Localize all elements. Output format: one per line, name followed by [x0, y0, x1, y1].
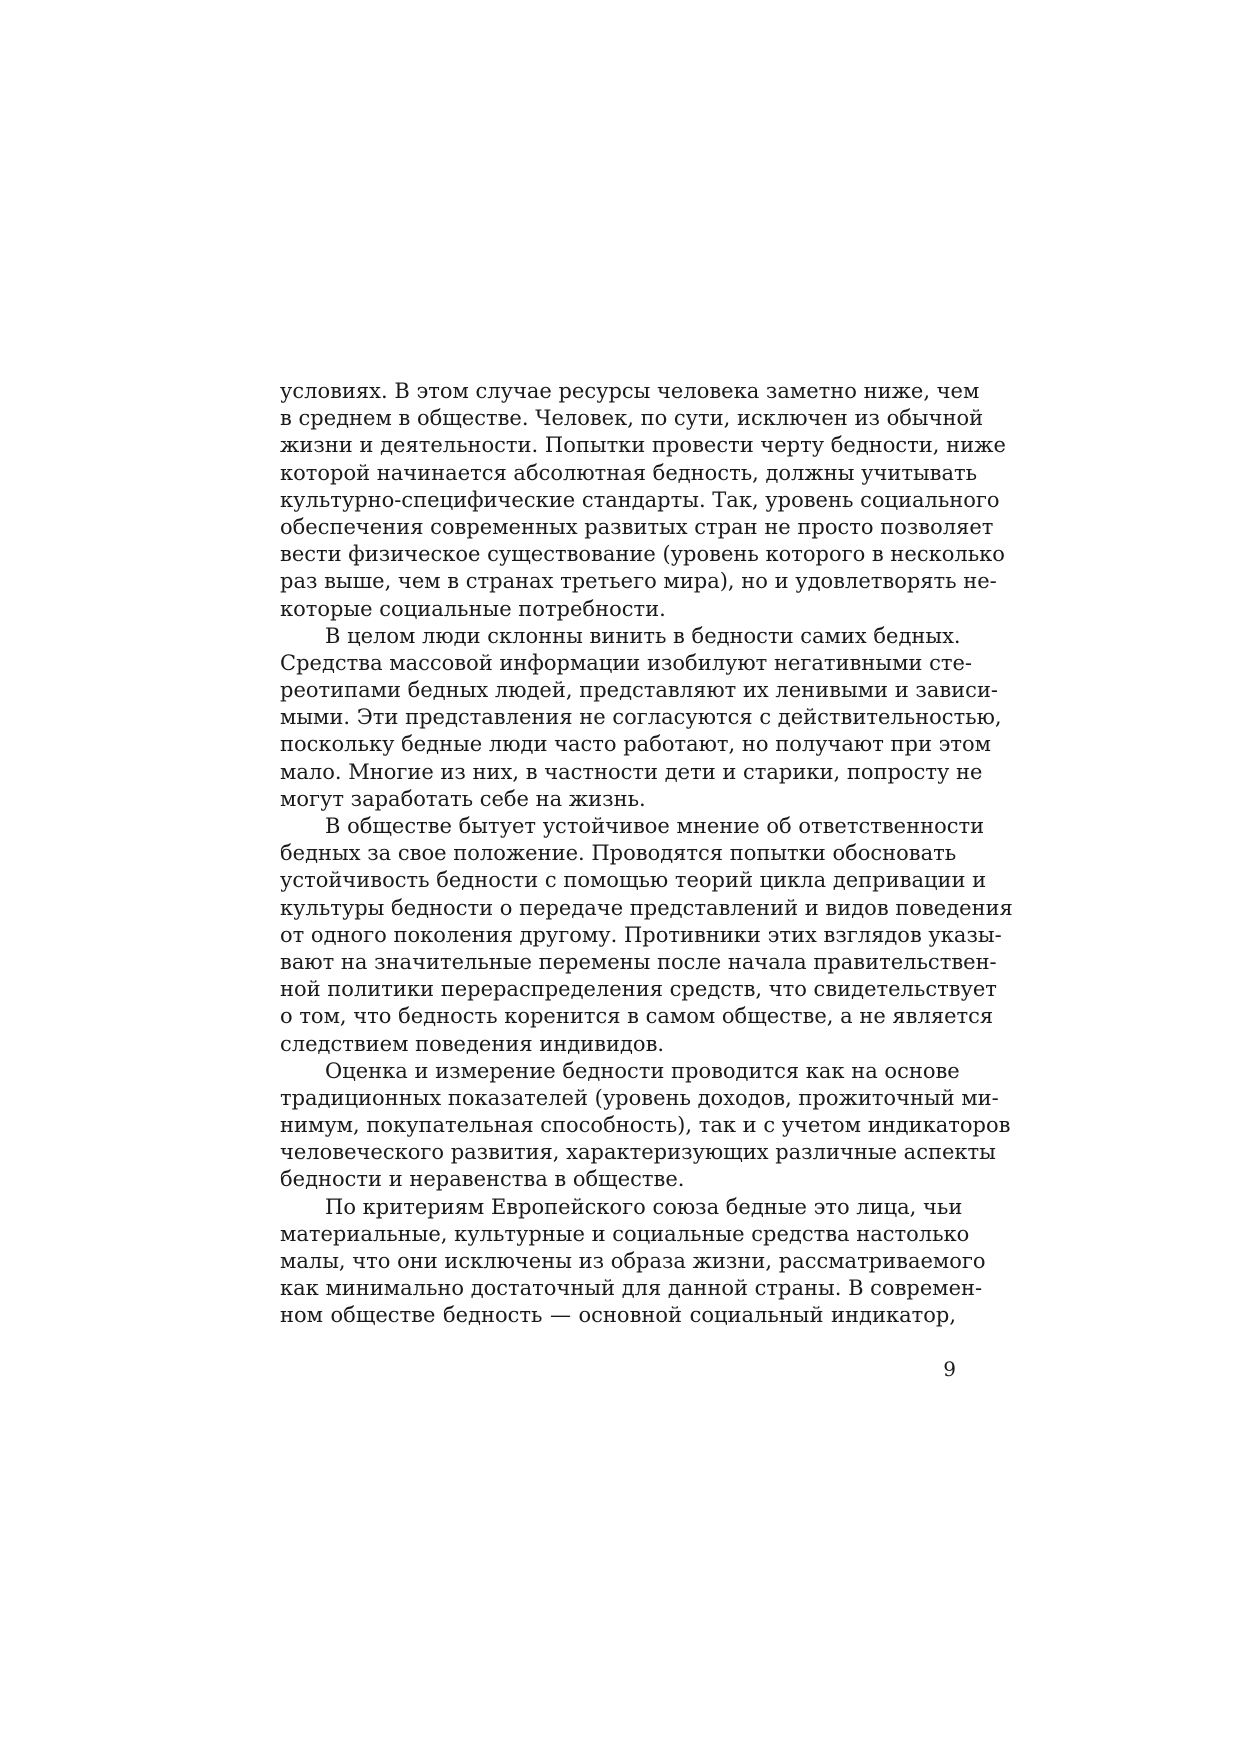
text-line: обеспечения современных развитых стран не просто позволяет [280, 514, 994, 539]
text-line: реотипами бедных людей, представляют их ленивыми и зависи- [280, 678, 999, 703]
text-line: поскольку бедные люди часто работают, но получают при этом [280, 732, 991, 757]
paragraph [280, 623, 1002, 813]
text-line: которые социальные потребности. [280, 596, 666, 621]
text-line: культуры бедности о передаче представлений и видов поведения [280, 895, 1013, 920]
text-line: По критериям Европейского союза бедные это лица, чьи [325, 1194, 963, 1219]
text-line: Оценка и измерение бедности проводится как на основе [325, 1058, 960, 1083]
text-line: материальные, культурные и социальные средства настолько [280, 1221, 970, 1246]
text-line: ном обществе бедность — основной социальный индикатор, [280, 1303, 956, 1328]
text-line: в среднем в обществе. Человек, по сути, исключен из обычной [280, 406, 984, 431]
text-line: которой начинается абсолютная бедность, должны учитывать [280, 460, 978, 485]
page-number: 9 [943, 1357, 956, 1381]
text-line: нимум, покупательная способность), так и с учетом индикаторов [280, 1113, 1011, 1138]
text-line: вести физическое существование (уровень которого в несколько [280, 542, 1005, 567]
text-line: от одного поколения другому. Противники этих взглядов указы- [280, 922, 1002, 947]
paragraph [280, 813, 1013, 1058]
text-line: вают на значительные перемены после начала правительствен- [280, 949, 997, 974]
paragraph [280, 1194, 986, 1330]
text-line: устойчивость бедности с помощью теорий цикла депривации и [280, 868, 987, 893]
paragraph [280, 1058, 1011, 1194]
text-line: В обществе бытует устойчивое мнение об ответственности [325, 814, 985, 838]
text-line: бедности и неравенства в обществе. [280, 1167, 685, 1192]
text-line: В целом люди склонны винить в бедности самих бедных. [325, 623, 961, 648]
text-line: культурно-специфические стандарты. Так, уровень социального [280, 487, 1000, 512]
text-line: Средства массовой информации изобилуют негативными сте- [280, 650, 972, 675]
text-line: мало. Многие из них, в частности дети и старики, попросту не [280, 759, 983, 784]
text-line: человеческого развития, характеризующих различные аспекты [280, 1140, 996, 1165]
text-line: как минимально достаточный для данной страны. В современ- [280, 1276, 983, 1301]
text-line: бедных за свое положение. Проводятся попытки обосновать [280, 841, 957, 866]
text-line: традиционных показателей (уровень доходов, прожиточный ми- [280, 1085, 999, 1110]
text-line: мыми. Эти представления не согласуются с действительностью, [280, 705, 1002, 730]
text-line: условиях. В этом случае ресурсы человека заметно ниже, чем [280, 379, 980, 403]
paragraph [280, 378, 1006, 623]
body-text [280, 378, 1013, 1330]
text-line: жизни и деятельности. Попытки провести черту бедности, ниже [280, 433, 1006, 458]
text-line: могут заработать себе на жизнь. [280, 786, 646, 811]
text-line: малы, что они исключены из образа жизни, рассматриваемого [280, 1249, 986, 1273]
text-line: о том, что бедность коренится в самом обществе, а не является [280, 1004, 994, 1029]
text-line: раз выше, чем в странах третьего мира), но и удовлетворять не- [280, 569, 997, 594]
text-line: следствием поведения индивидов. [280, 1031, 665, 1056]
text-line: ной политики перераспределения средств, что свидетельствует [280, 977, 997, 1002]
